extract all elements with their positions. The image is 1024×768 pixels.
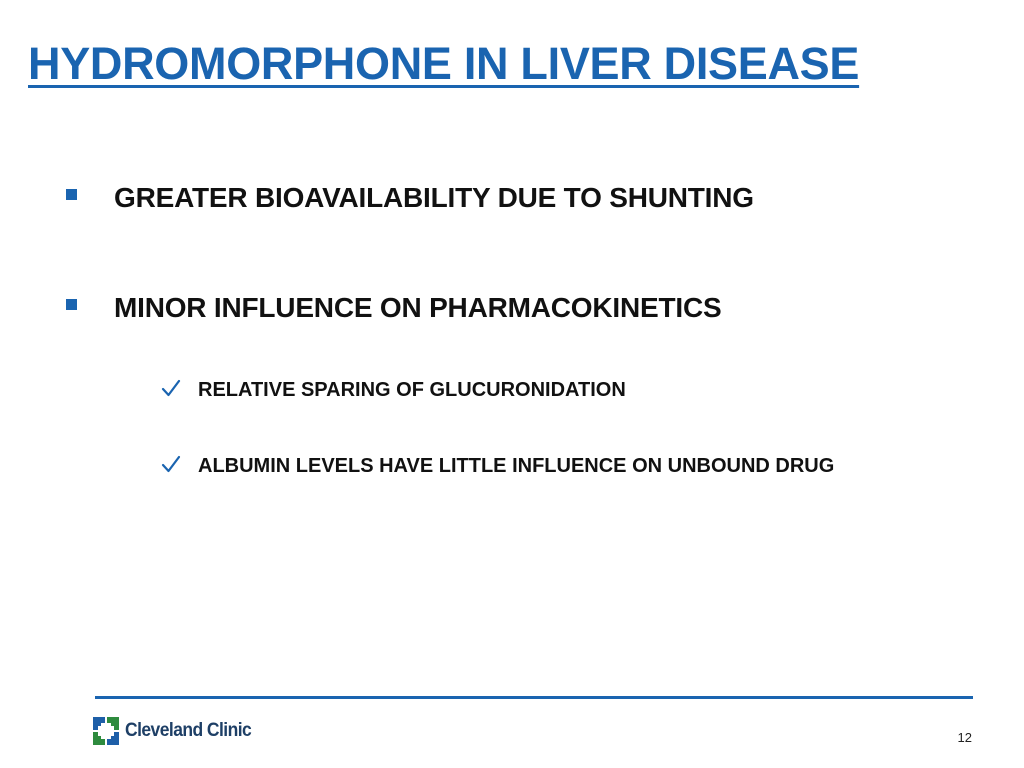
sub-bullet-text: ALBUMIN LEVELS HAVE LITTLE INFLUENCE ON UNBOUND DRUG — [198, 455, 835, 477]
bullet-text: MINOR INFLUENCE ON PHARMACOKINETICS — [114, 292, 722, 323]
logo-text: Cleveland Clinic — [125, 720, 252, 741]
bullet-text: GREATER BIOAVAILABILITY DUE TO SHUNTING — [114, 182, 754, 213]
square-bullet-icon — [66, 299, 77, 310]
cleveland-clinic-logo — [93, 716, 262, 746]
page-number: 12 — [957, 730, 972, 745]
square-bullet-icon — [66, 189, 77, 200]
footer-divider — [95, 696, 973, 699]
slide-title: HYDROMORPHONE IN LIVER DISEASE — [28, 38, 860, 89]
checkmark-icon — [160, 378, 182, 400]
checkmark-icon — [160, 454, 182, 476]
cleveland-clinic-cross-logo-icon — [93, 717, 119, 745]
sub-bullet-text: RELATIVE SPARING OF GLUCURONIDATION — [198, 379, 626, 401]
